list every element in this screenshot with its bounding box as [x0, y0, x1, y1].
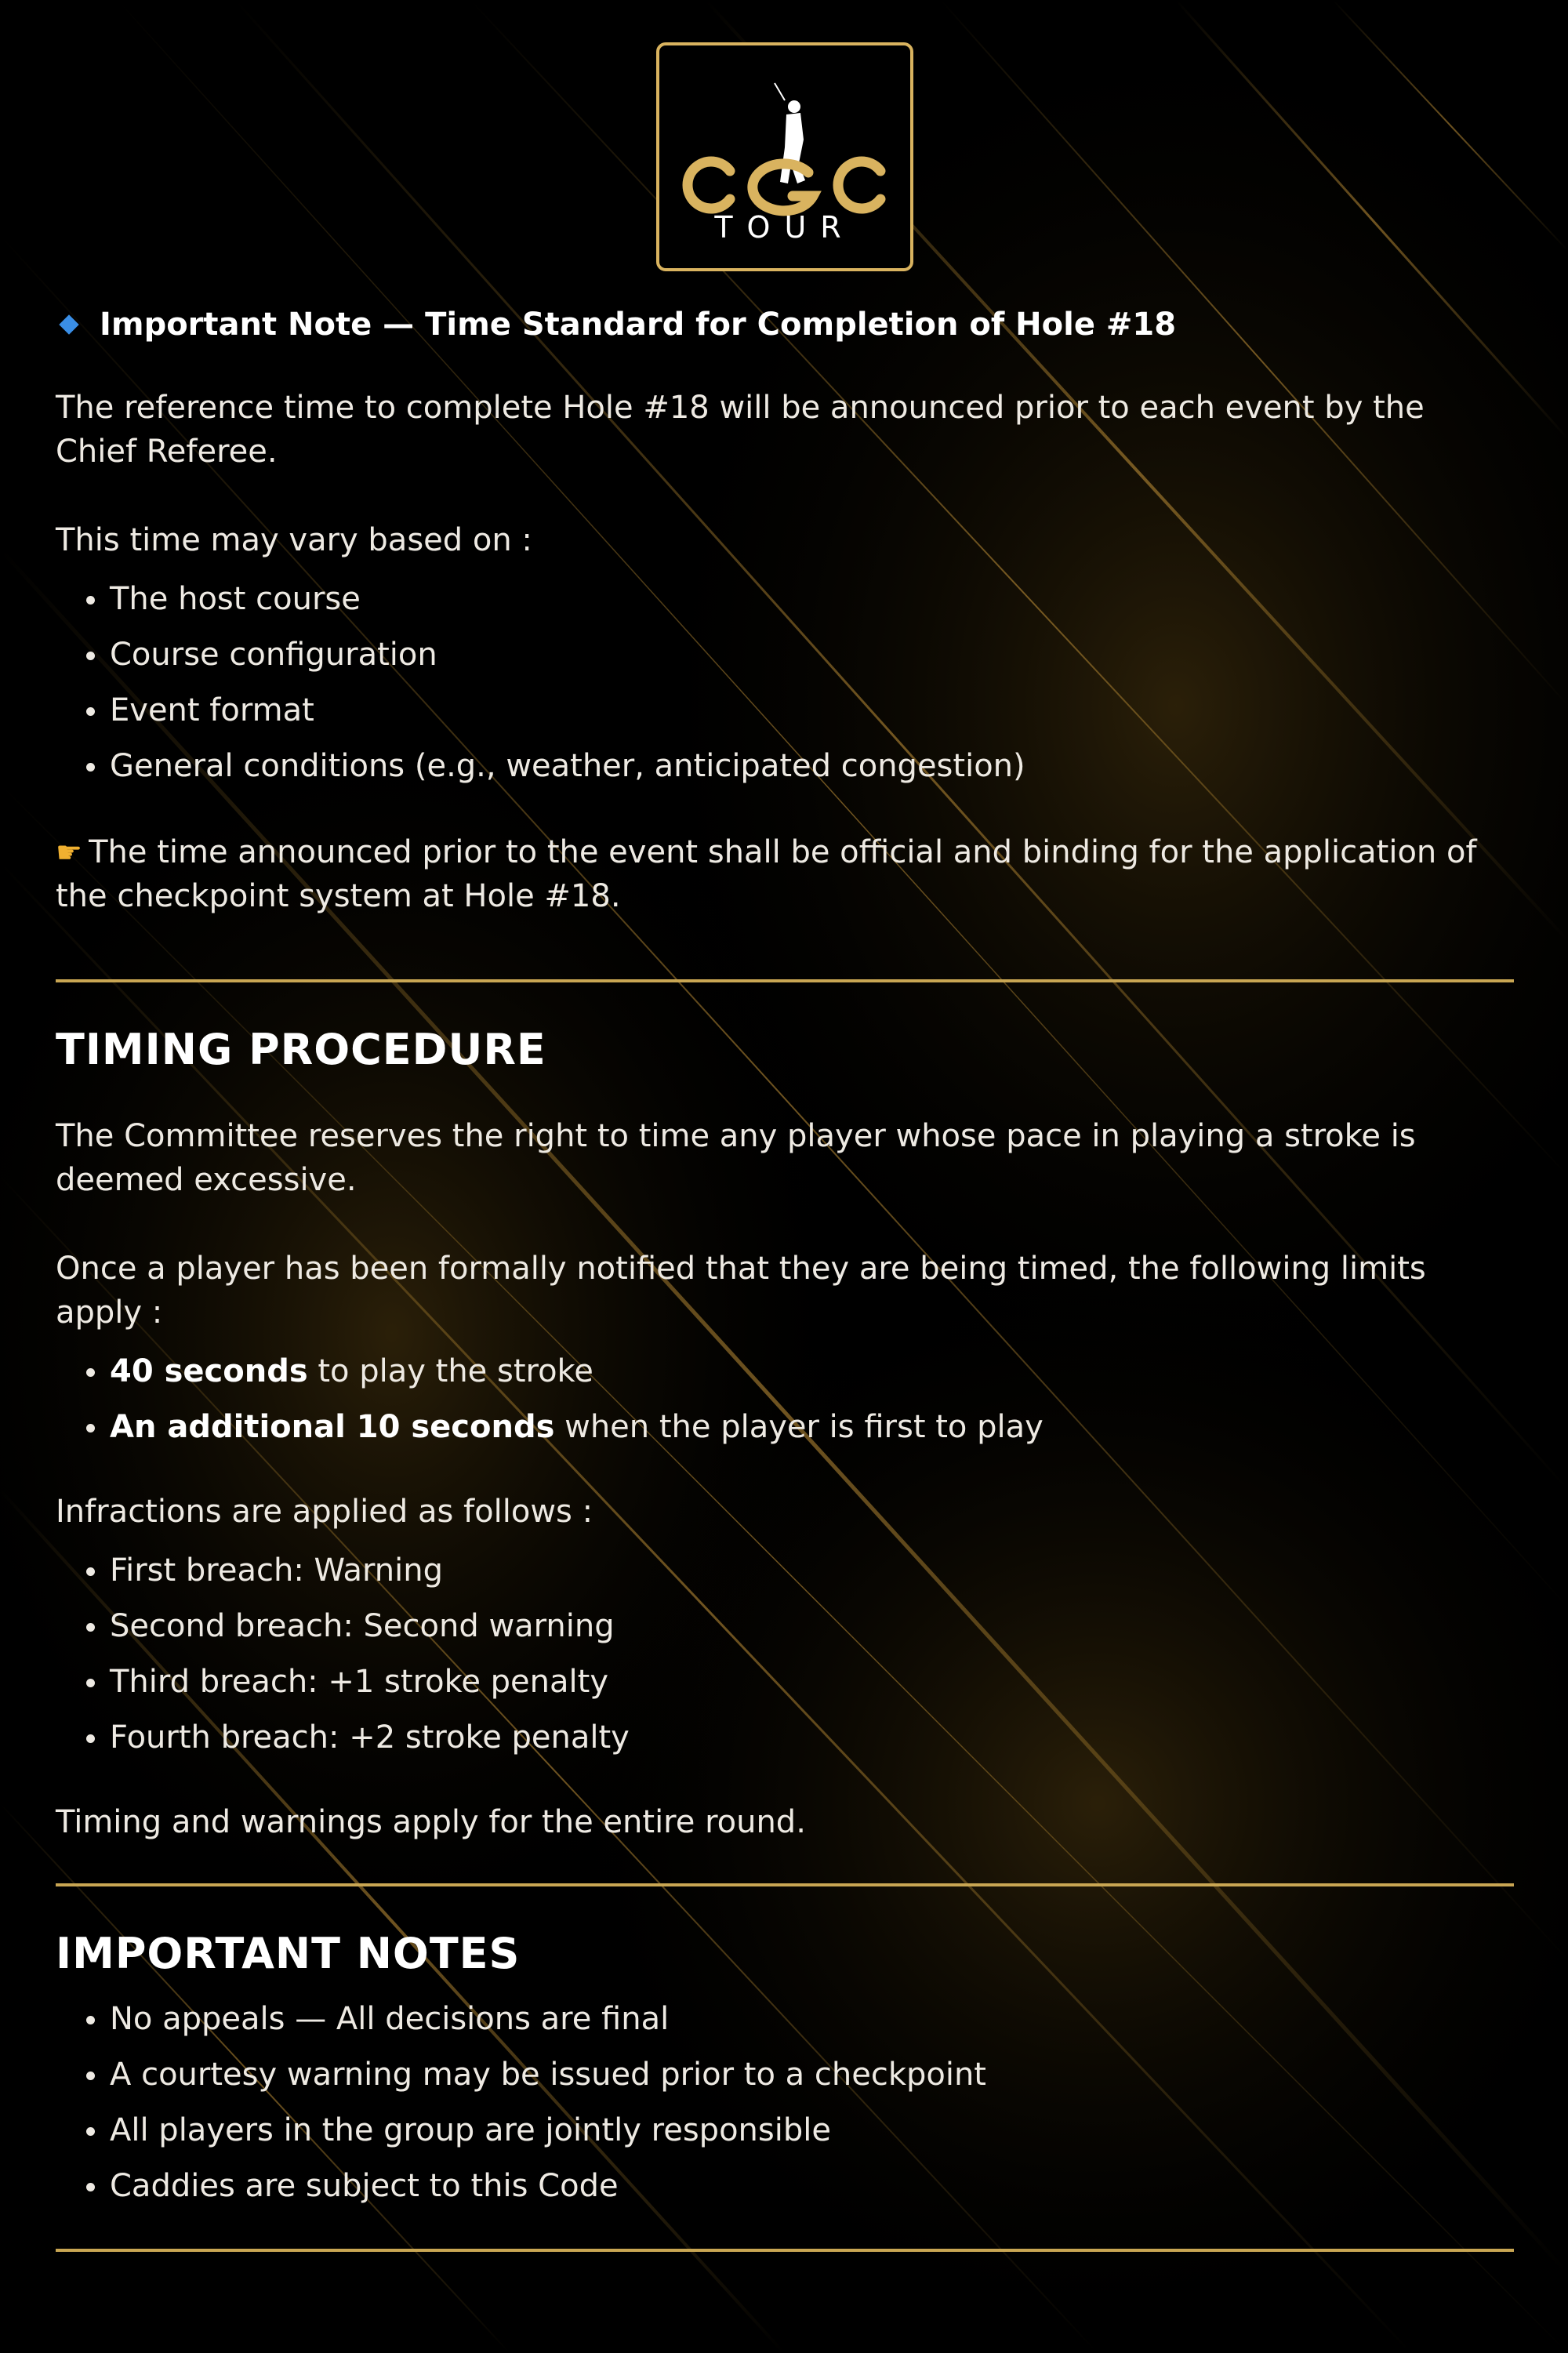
- logo-subtitle: TOUR: [714, 210, 855, 245]
- hole18-note-title-text: Important Note — Time Standard for Completion of Hole #18: [100, 307, 1177, 343]
- infractions-label: Infractions are applied as follows :: [56, 1494, 593, 1530]
- timing-paragraph-2: Once a player has been formally notified that they are being timed, the following limits apply :: [56, 1251, 1426, 1331]
- section-divider: [56, 979, 1514, 982]
- main-content: [56, 298, 1514, 2252]
- section-divider: [56, 1883, 1514, 1886]
- section-divider: [56, 2249, 1514, 2252]
- hole18-intro: The reference time to complete Hole #18 will be announced prior to each event by the Chief Referee.: [56, 390, 1425, 470]
- hole18-vary-label: This time may vary based on :: [56, 522, 532, 558]
- limit-rest: to play the stroke: [307, 1353, 593, 1389]
- hole18-note-title: [56, 298, 1514, 351]
- list-item: [56, 1344, 1514, 1400]
- list-item: Fourth breach: +2 stroke penalty: [56, 1710, 1514, 1766]
- list-item: [56, 1400, 1514, 1455]
- pointing-hand-icon: ☛: [56, 835, 83, 870]
- list-item: Event format: [56, 683, 1514, 739]
- list-item: Third breach: +1 stroke penalty: [56, 1654, 1514, 1710]
- infractions-list: [56, 1543, 1514, 1766]
- important-notes-list: [56, 1992, 1514, 2214]
- list-item: General conditions (e.g., weather, anticipated congestion): [56, 739, 1514, 794]
- limit-bold: An additional 10 seconds: [110, 1409, 555, 1445]
- important-notes-heading: IMPORTANT NOTES: [56, 1929, 521, 1978]
- blue-diamond-icon: [59, 314, 78, 334]
- limit-rest: when the player is first to play: [554, 1409, 1044, 1445]
- cgc-tour-logo: [656, 42, 913, 271]
- hole18-binding-note: [56, 830, 1514, 918]
- list-item: Course configuration: [56, 627, 1514, 683]
- list-item: Caddies are subject to this Code: [56, 2159, 1514, 2214]
- list-item: No appeals — All decisions are final: [56, 1992, 1514, 2047]
- list-item: All players in the group are jointly responsible: [56, 2103, 1514, 2159]
- timing-limits-list: [56, 1344, 1514, 1455]
- list-item: Second breach: Second warning: [56, 1599, 1514, 1654]
- list-item: A courtesy warning may be issued prior to a checkpoint: [56, 2047, 1514, 2103]
- hole18-binding-text: The time announced prior to the event shall be official and binding for the application of the checkpoint system at Hole #18.: [56, 834, 1477, 914]
- limit-bold: 40 seconds: [110, 1353, 308, 1389]
- hole18-factors-list: [56, 572, 1514, 794]
- list-item: The host course: [56, 572, 1514, 627]
- timing-paragraph-1: The Committee reserves the right to time any player whose pace in playing a stroke is deemed excessive.: [56, 1118, 1416, 1198]
- list-item: First breach: Warning: [56, 1543, 1514, 1599]
- timing-heading: TIMING PROCEDURE: [56, 1025, 546, 1074]
- timing-closing: Timing and warnings apply for the entire round.: [56, 1804, 806, 1840]
